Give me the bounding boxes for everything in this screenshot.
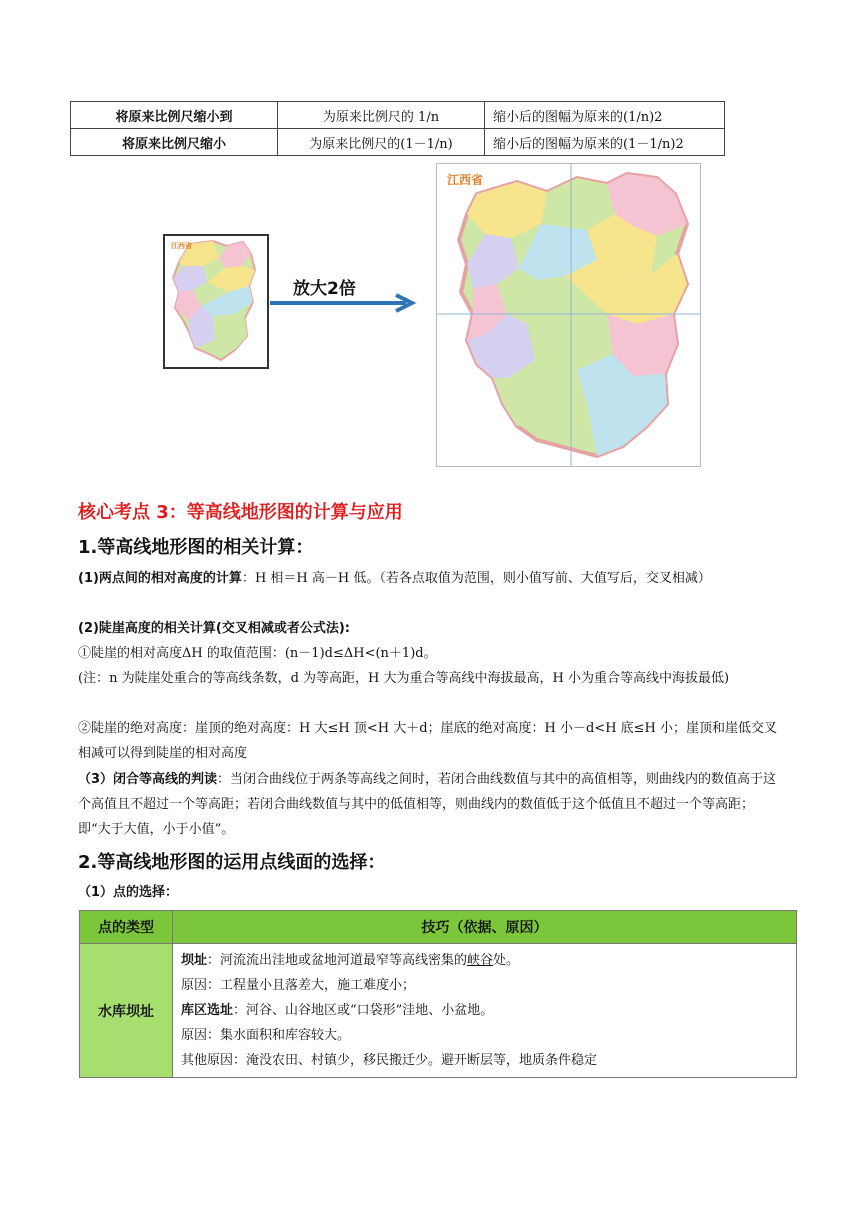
small-map-image (165, 236, 267, 367)
paragraph-cliff-relative: ①陡崖的相对高度ΔH 的取值范围：(n－1)d≤ΔH<(n＋1)d。 (78, 646, 437, 661)
small-map-title: 江西省 (171, 242, 192, 250)
table-cell: 将原来比例尺缩小 (71, 129, 278, 156)
zoom-label: 放大2倍 (293, 279, 356, 299)
row-type: 水库坝址 (80, 944, 173, 1078)
paragraph-bold: (2)陡崖高度的相关计算(交叉相减或者公式法): (78, 621, 351, 636)
big-map-title: 江西省 (447, 173, 484, 187)
text: 处。 (493, 953, 520, 968)
line-other-reasons: 其他原因：淹没农田、村镇少，移民搬迁少。避开断层等，地质条件稳定 (181, 1053, 598, 1068)
paragraph-closed-contour (78, 767, 786, 842)
table-cell: 缩小后的图幅为原来的(1/n)2 (485, 102, 725, 129)
paragraph-cliff-heading (78, 616, 786, 641)
scale-table (70, 101, 725, 156)
paragraph-cliff-absolute: ②陡崖的绝对高度：崖顶的绝对高度：H 大≤H 顶<H 大＋d；崖底的绝对高度：H 小－d<H 底≤H 小；崖顶和崖低交叉相减可以得到陡崖的相对高度 (78, 721, 778, 761)
table-cell: 为原来比例尺的 1/n (278, 102, 485, 129)
paragraph-note: (注：n 为陡崖处重合的等高线条数，d 为等高距，H 大为重合等高线中海拔最高，H 小为重合等高线中海拔最低) (78, 671, 730, 686)
table-row (71, 129, 725, 156)
big-map-image (437, 164, 700, 466)
paragraph-bold: (1)两点间的相对高度的计算 (78, 571, 242, 586)
paragraph-text: ：H 相＝H 高－H 低。（若各点取值为范围，则小值写前、大值写后，交叉相减） (241, 571, 711, 586)
big-map-figure (436, 163, 701, 467)
section1-title: 1.等高线地形图的相关计算： (78, 537, 314, 558)
table-row (80, 944, 797, 1078)
text: ：河流流出洼地或盆地河道最窄等高线密集的 (207, 953, 468, 968)
text: ：河谷、山谷地区或“口袋形”洼地、小盆地。 (233, 1003, 494, 1018)
table-header-row (80, 911, 797, 944)
table-cell: 缩小后的图幅为原来的(1－1/n)2 (485, 129, 725, 156)
line-reservoir-site (181, 998, 788, 1023)
underlined-text: 峡谷 (467, 953, 494, 968)
section2-subtitle: （1）点的选择： (78, 885, 179, 900)
line-reason-1: 原因：工程量小且落差大，施工难度小； (181, 978, 416, 993)
line-reason-2: 原因：集水面积和库容较大。 (181, 1028, 351, 1043)
paragraph-text: ：当闭合曲线位于两条等高线之间时，若闭合曲线数值与其中的高值相等，则曲线内的数值高于这个高值且不超过一个等高距；若闭合曲线数值与其中的低值相等，则曲线内的数值低于这个低值且不超过一个等高距；即“大于大值，小于小值”。 (78, 772, 777, 837)
line-dam-site (181, 948, 788, 973)
section2-title: 2.等高线地形图的运用点线面的选择： (78, 852, 386, 873)
table-cell: 为原来比例尺的(1－1/n) (278, 129, 485, 156)
table-row (71, 102, 725, 129)
small-map-figure (163, 234, 269, 369)
paragraph-bold: （3）闭合等高线的判读 (78, 772, 218, 787)
row-body (173, 944, 797, 1078)
points-table (79, 910, 797, 1078)
arrow-right-icon (268, 292, 420, 314)
header-type: 点的类型 (80, 911, 173, 944)
paragraph-relative-height (78, 566, 786, 591)
label-bold: 库区选址 (181, 1003, 234, 1018)
core-heading: 核心考点 3：等高线地形图的计算与应用 (78, 502, 403, 523)
table-cell: 将原来比例尺缩小到 (71, 102, 278, 129)
label-bold: 坝址 (181, 953, 208, 968)
header-tip: 技巧（依据、原因） (173, 911, 797, 944)
